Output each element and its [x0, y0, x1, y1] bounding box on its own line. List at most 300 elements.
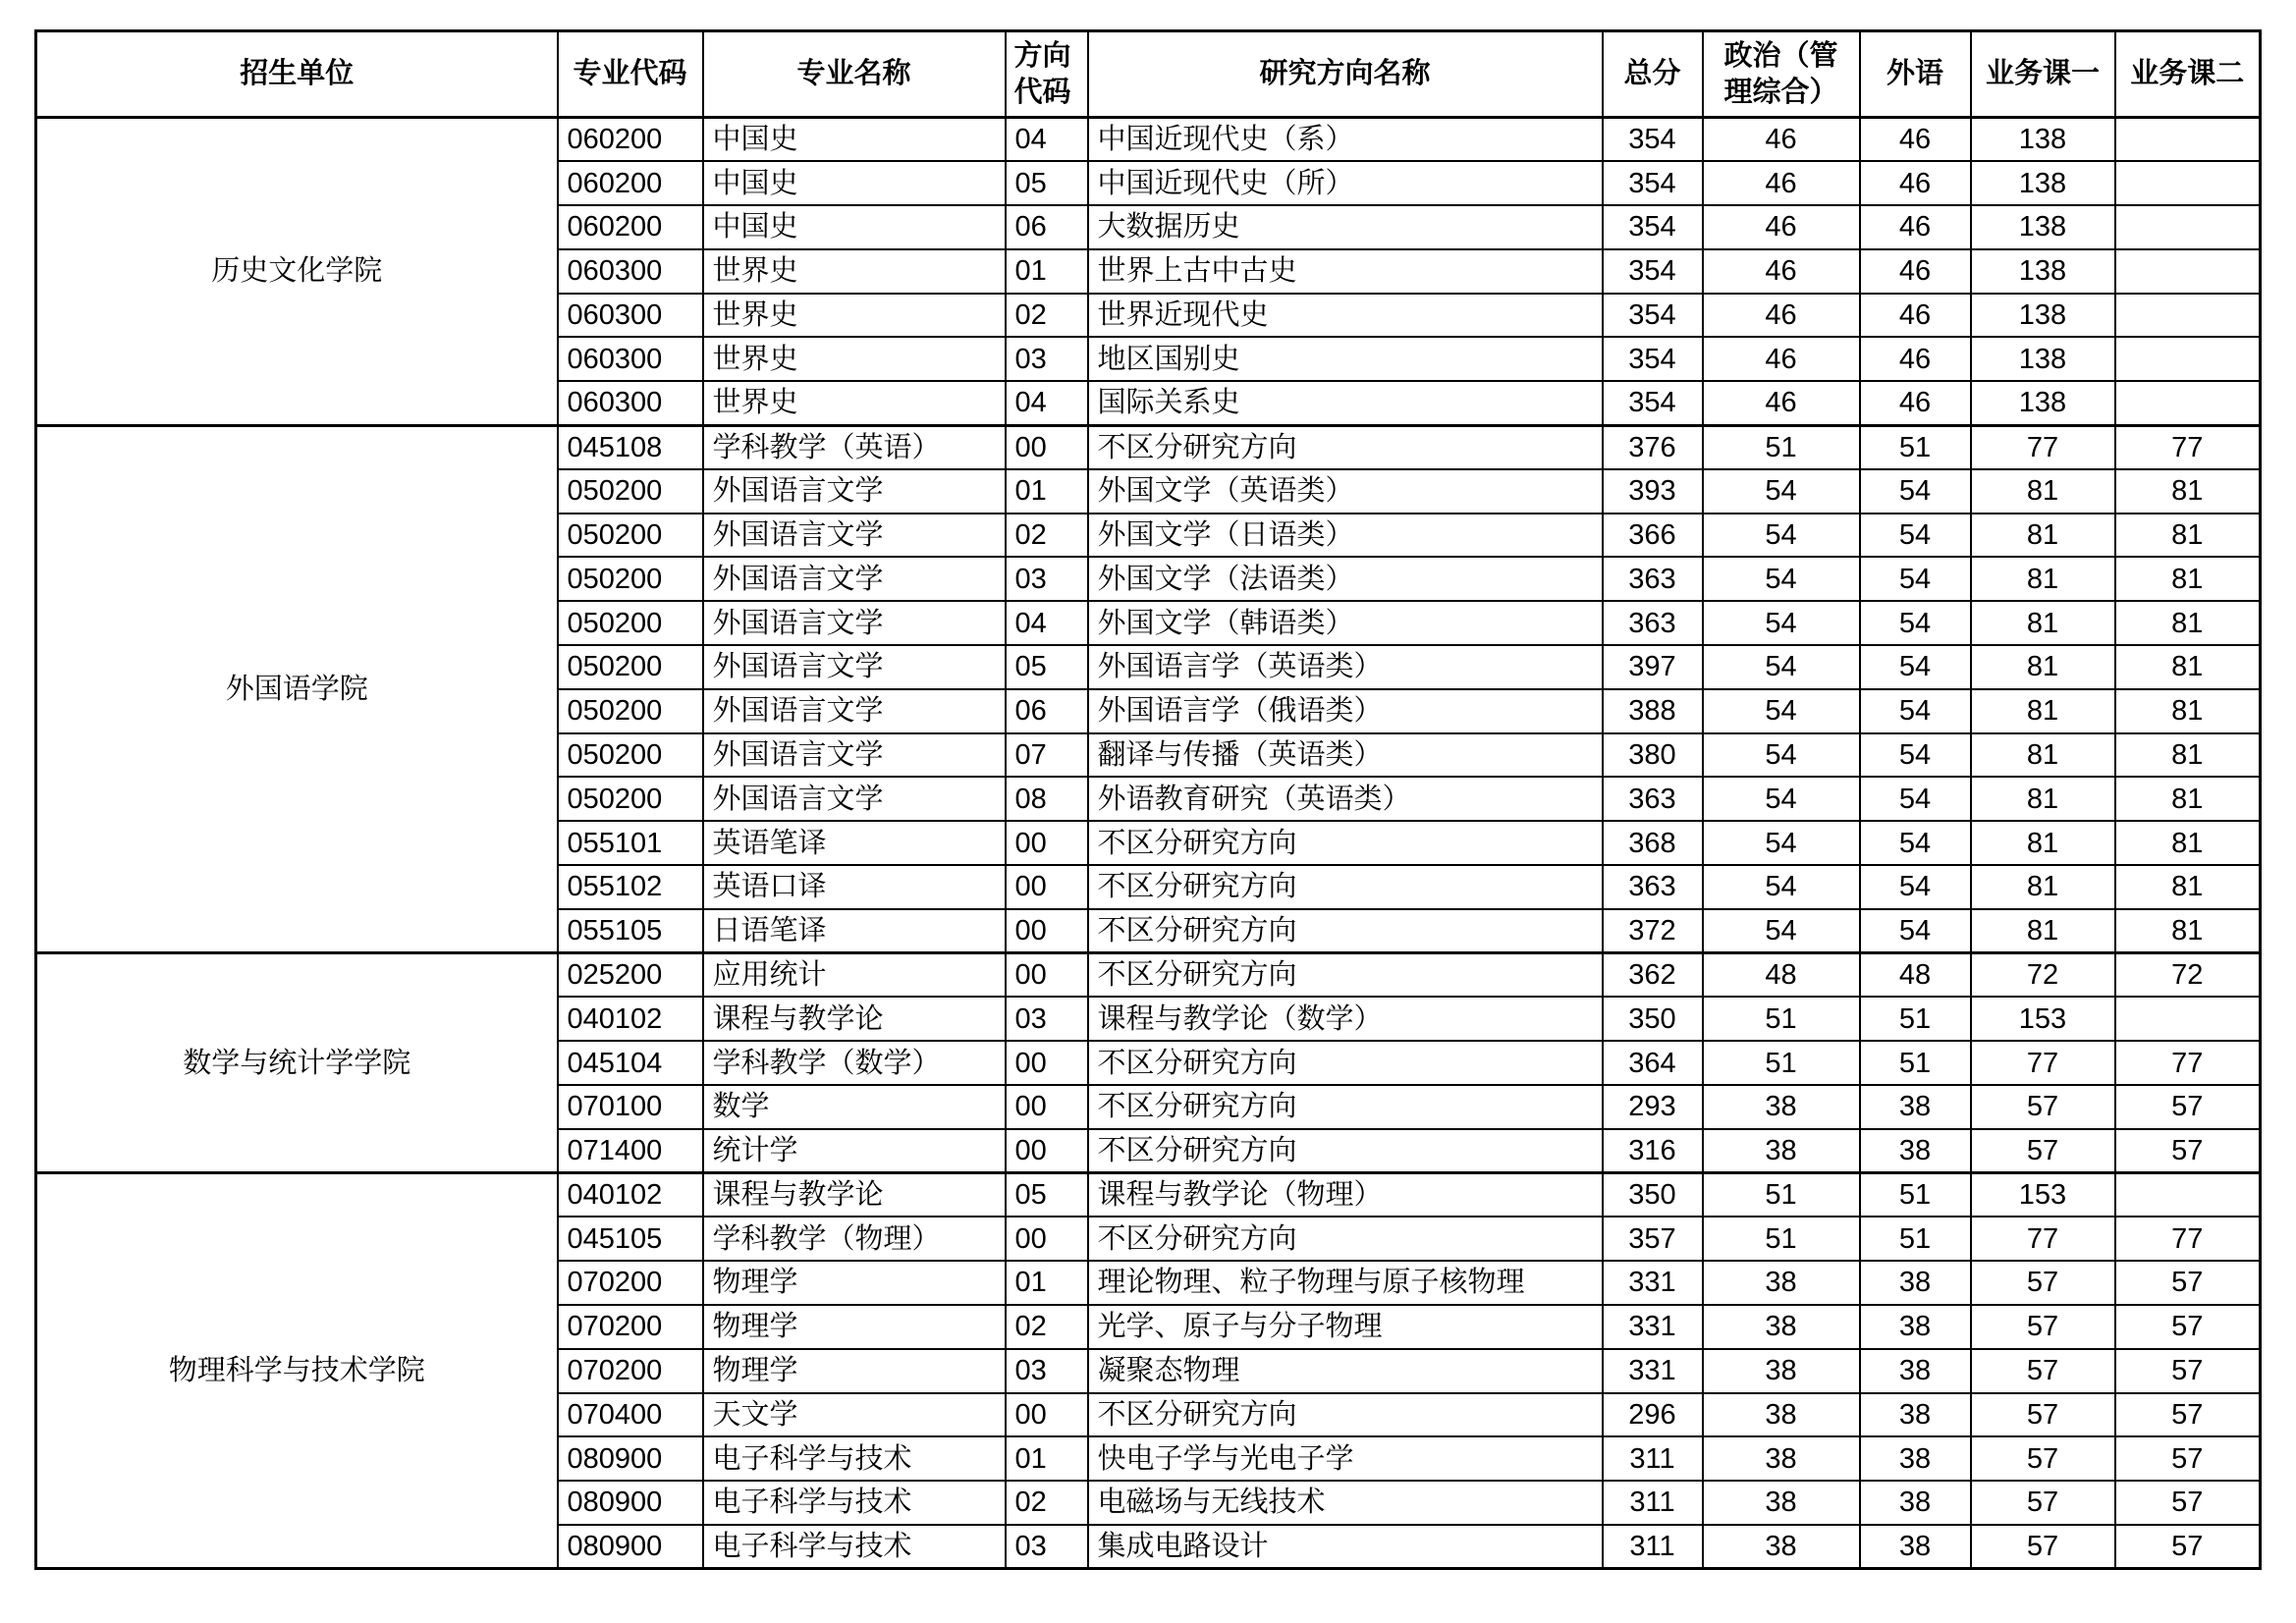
- politics-score-cell: 38: [1703, 1261, 1860, 1305]
- foreign-language-score-cell: 54: [1860, 865, 1971, 909]
- research-direction-cell: 外国文学（英语类）: [1088, 469, 1603, 514]
- total-score-cell: 388: [1603, 689, 1703, 733]
- course-one-score-cell: 57: [1971, 1085, 2115, 1129]
- politics-score-cell: 51: [1703, 1217, 1860, 1261]
- total-score-cell: 331: [1603, 1349, 1703, 1393]
- direction-code-cell: 06: [1006, 205, 1088, 249]
- politics-score-cell: 54: [1703, 909, 1860, 953]
- direction-code-cell: 00: [1006, 1393, 1088, 1437]
- research-direction-cell: 世界上古中古史: [1088, 249, 1603, 294]
- foreign-language-score-cell: 54: [1860, 469, 1971, 514]
- research-direction-cell: 电磁场与无线技术: [1088, 1481, 1603, 1525]
- total-score-cell: 368: [1603, 821, 1703, 865]
- course-one-score-cell: 57: [1971, 1349, 2115, 1393]
- course-two-score-cell: 57: [2115, 1393, 2261, 1437]
- table-row: [36, 118, 2261, 162]
- major-name-cell: 天文学: [703, 1393, 1006, 1437]
- course-one-score-cell: 77: [1971, 1217, 2115, 1261]
- course-one-score-cell: 72: [1971, 953, 2115, 998]
- major-name-cell: 应用统计: [703, 953, 1006, 998]
- table-body: [36, 118, 2261, 1569]
- course-two-score-cell: [2115, 249, 2261, 294]
- total-score-cell: 331: [1603, 1261, 1703, 1305]
- total-score-cell: 350: [1603, 1173, 1703, 1217]
- course-one-score-cell: 57: [1971, 1525, 2115, 1569]
- research-direction-cell: 不区分研究方向: [1088, 1217, 1603, 1261]
- direction-code-cell: 00: [1006, 1085, 1088, 1129]
- direction-code-cell: 03: [1006, 557, 1088, 601]
- direction-code-cell: 01: [1006, 1436, 1088, 1481]
- research-direction-cell: 集成电路设计: [1088, 1525, 1603, 1569]
- foreign-language-score-cell: 46: [1860, 381, 1971, 425]
- foreign-language-score-cell: 54: [1860, 689, 1971, 733]
- course-two-score-cell: 81: [2115, 557, 2261, 601]
- major-name-cell: 中国史: [703, 205, 1006, 249]
- course-two-score-cell: 81: [2115, 689, 2261, 733]
- politics-score-cell: 54: [1703, 777, 1860, 821]
- foreign-language-score-cell: 38: [1860, 1481, 1971, 1525]
- major-name-cell: 电子科学与技术: [703, 1525, 1006, 1569]
- major-name-cell: 世界史: [703, 337, 1006, 381]
- research-direction-cell: 不区分研究方向: [1088, 1129, 1603, 1173]
- course-two-score-cell: 77: [2115, 1217, 2261, 1261]
- major-name-cell: 英语笔译: [703, 821, 1006, 865]
- major-name-cell: 统计学: [703, 1129, 1006, 1173]
- direction-code-cell: 01: [1006, 469, 1088, 514]
- foreign-language-score-cell: 48: [1860, 953, 1971, 998]
- course-one-score-cell: 77: [1971, 1041, 2115, 1085]
- foreign-language-score-cell: 54: [1860, 733, 1971, 778]
- politics-score-cell: 38: [1703, 1305, 1860, 1349]
- politics-score-cell: 46: [1703, 205, 1860, 249]
- major-code-cell: 060200: [558, 118, 703, 162]
- total-score-cell: 366: [1603, 514, 1703, 558]
- total-score-cell: 363: [1603, 777, 1703, 821]
- foreign-language-score-cell: 51: [1860, 1041, 1971, 1085]
- major-code-cell: 060300: [558, 294, 703, 338]
- foreign-language-score-cell: 46: [1860, 294, 1971, 338]
- foreign-language-score-cell: 46: [1860, 161, 1971, 205]
- course-one-score-cell: 81: [1971, 821, 2115, 865]
- course-two-score-cell: [2115, 381, 2261, 425]
- course-two-score-cell: 81: [2115, 865, 2261, 909]
- direction-code-cell: 02: [1006, 294, 1088, 338]
- course-two-score-cell: 81: [2115, 909, 2261, 953]
- major-code-cell: 025200: [558, 953, 703, 998]
- course-two-score-cell: 81: [2115, 645, 2261, 689]
- foreign-language-score-cell: 38: [1860, 1305, 1971, 1349]
- total-score-cell: 296: [1603, 1393, 1703, 1437]
- research-direction-cell: 外国语言学（俄语类）: [1088, 689, 1603, 733]
- course-two-score-cell: 57: [2115, 1436, 2261, 1481]
- major-code-cell: 071400: [558, 1129, 703, 1173]
- course-two-score-cell: 81: [2115, 601, 2261, 645]
- foreign-language-score-cell: 46: [1860, 118, 1971, 162]
- major-name-cell: 物理学: [703, 1349, 1006, 1393]
- course-two-score-cell: 77: [2115, 425, 2261, 469]
- major-name-cell: 数学: [703, 1085, 1006, 1129]
- major-name-cell: 日语笔译: [703, 909, 1006, 953]
- direction-code-cell: 03: [1006, 337, 1088, 381]
- course-one-score-cell: 57: [1971, 1393, 2115, 1437]
- politics-score-cell: 54: [1703, 645, 1860, 689]
- major-name-cell: 外国语言文学: [703, 645, 1006, 689]
- col-header-direction-code: 方向代码: [1006, 31, 1088, 118]
- direction-code-cell: 04: [1006, 118, 1088, 162]
- politics-score-cell: 51: [1703, 1173, 1860, 1217]
- course-two-score-cell: 57: [2115, 1525, 2261, 1569]
- course-two-score-cell: [2115, 161, 2261, 205]
- research-direction-cell: 理论物理、粒子物理与原子核物理: [1088, 1261, 1603, 1305]
- foreign-language-score-cell: 54: [1860, 601, 1971, 645]
- direction-code-cell: 07: [1006, 733, 1088, 778]
- major-code-cell: 060300: [558, 337, 703, 381]
- course-one-score-cell: 57: [1971, 1436, 2115, 1481]
- major-name-cell: 外国语言文学: [703, 514, 1006, 558]
- major-code-cell: 050200: [558, 733, 703, 778]
- table-header: [36, 31, 2261, 118]
- course-one-score-cell: 57: [1971, 1261, 2115, 1305]
- major-code-cell: 080900: [558, 1481, 703, 1525]
- politics-score-cell: 46: [1703, 381, 1860, 425]
- course-two-score-cell: [2115, 294, 2261, 338]
- course-one-score-cell: 138: [1971, 337, 2115, 381]
- course-one-score-cell: 81: [1971, 645, 2115, 689]
- foreign-language-score-cell: 54: [1860, 645, 1971, 689]
- politics-score-cell: 46: [1703, 249, 1860, 294]
- major-code-cell: 070400: [558, 1393, 703, 1437]
- research-direction-cell: 国际关系史: [1088, 381, 1603, 425]
- major-code-cell: 045104: [558, 1041, 703, 1085]
- course-one-score-cell: 153: [1971, 1173, 2115, 1217]
- direction-code-cell: 00: [1006, 865, 1088, 909]
- foreign-language-score-cell: 38: [1860, 1436, 1971, 1481]
- admissions-unit-cell: 外国语学院: [36, 425, 558, 953]
- direction-code-cell: 02: [1006, 1305, 1088, 1349]
- total-score-cell: 331: [1603, 1305, 1703, 1349]
- total-score-cell: 363: [1603, 601, 1703, 645]
- research-direction-cell: 外国文学（日语类）: [1088, 514, 1603, 558]
- course-two-score-cell: [2115, 205, 2261, 249]
- course-one-score-cell: 81: [1971, 733, 2115, 778]
- research-direction-cell: 快电子学与光电子学: [1088, 1436, 1603, 1481]
- direction-code-cell: 04: [1006, 601, 1088, 645]
- major-name-cell: 外国语言文学: [703, 557, 1006, 601]
- major-name-cell: 中国史: [703, 118, 1006, 162]
- major-code-cell: 070200: [558, 1305, 703, 1349]
- major-code-cell: 070100: [558, 1085, 703, 1129]
- major-code-cell: 080900: [558, 1436, 703, 1481]
- total-score-cell: 354: [1603, 161, 1703, 205]
- politics-score-cell: 54: [1703, 469, 1860, 514]
- politics-score-cell: 54: [1703, 733, 1860, 778]
- major-name-cell: 物理学: [703, 1305, 1006, 1349]
- politics-score-cell: 38: [1703, 1349, 1860, 1393]
- total-score-cell: 311: [1603, 1481, 1703, 1525]
- course-one-score-cell: 81: [1971, 909, 2115, 953]
- total-score-cell: 376: [1603, 425, 1703, 469]
- direction-code-cell: 01: [1006, 1261, 1088, 1305]
- research-direction-cell: 光学、原子与分子物理: [1088, 1305, 1603, 1349]
- research-direction-cell: 外国文学（韩语类）: [1088, 601, 1603, 645]
- col-header-politics: 政治（管理综合）: [1703, 31, 1860, 118]
- politics-score-cell: 54: [1703, 865, 1860, 909]
- politics-score-cell: 48: [1703, 953, 1860, 998]
- major-name-cell: 外国语言文学: [703, 689, 1006, 733]
- course-two-score-cell: 57: [2115, 1349, 2261, 1393]
- foreign-language-score-cell: 46: [1860, 337, 1971, 381]
- major-code-cell: 050200: [558, 469, 703, 514]
- foreign-language-score-cell: 46: [1860, 249, 1971, 294]
- politics-score-cell: 38: [1703, 1481, 1860, 1525]
- research-direction-cell: 不区分研究方向: [1088, 1393, 1603, 1437]
- total-score-cell: 357: [1603, 1217, 1703, 1261]
- total-score-cell: 364: [1603, 1041, 1703, 1085]
- total-score-cell: 350: [1603, 997, 1703, 1041]
- research-direction-cell: 中国近现代史（系）: [1088, 118, 1603, 162]
- research-direction-cell: 不区分研究方向: [1088, 865, 1603, 909]
- course-two-score-cell: 81: [2115, 821, 2261, 865]
- course-two-score-cell: 81: [2115, 469, 2261, 514]
- col-header-admissions-unit: 招生单位: [36, 31, 558, 118]
- course-one-score-cell: 81: [1971, 469, 2115, 514]
- major-code-cell: 050200: [558, 601, 703, 645]
- major-code-cell: 060300: [558, 381, 703, 425]
- total-score-cell: 363: [1603, 557, 1703, 601]
- major-name-cell: 电子科学与技术: [703, 1436, 1006, 1481]
- research-direction-cell: 不区分研究方向: [1088, 1041, 1603, 1085]
- foreign-language-score-cell: 51: [1860, 997, 1971, 1041]
- direction-code-cell: 00: [1006, 953, 1088, 998]
- course-one-score-cell: 138: [1971, 381, 2115, 425]
- direction-code-cell: 03: [1006, 1349, 1088, 1393]
- total-score-cell: 311: [1603, 1436, 1703, 1481]
- major-code-cell: 055102: [558, 865, 703, 909]
- politics-score-cell: 38: [1703, 1525, 1860, 1569]
- direction-code-cell: 00: [1006, 1217, 1088, 1261]
- politics-score-cell: 54: [1703, 601, 1860, 645]
- col-header-total-score: 总分: [1603, 31, 1703, 118]
- politics-score-cell: 51: [1703, 1041, 1860, 1085]
- direction-code-cell: 05: [1006, 645, 1088, 689]
- politics-score-cell: 46: [1703, 294, 1860, 338]
- course-one-score-cell: 138: [1971, 294, 2115, 338]
- major-code-cell: 040102: [558, 1173, 703, 1217]
- research-direction-cell: 课程与教学论（物理）: [1088, 1173, 1603, 1217]
- politics-score-cell: 46: [1703, 118, 1860, 162]
- table-row: [36, 1173, 2261, 1217]
- total-score-cell: 354: [1603, 118, 1703, 162]
- major-code-cell: 050200: [558, 777, 703, 821]
- politics-score-cell: 46: [1703, 161, 1860, 205]
- major-code-cell: 060200: [558, 205, 703, 249]
- admissions-unit-cell: 数学与统计学学院: [36, 953, 558, 1173]
- course-one-score-cell: 81: [1971, 777, 2115, 821]
- admissions-unit-cell: 物理科学与技术学院: [36, 1173, 558, 1569]
- research-direction-cell: 大数据历史: [1088, 205, 1603, 249]
- course-one-score-cell: 81: [1971, 601, 2115, 645]
- course-one-score-cell: 153: [1971, 997, 2115, 1041]
- politics-score-cell: 54: [1703, 821, 1860, 865]
- total-score-cell: 293: [1603, 1085, 1703, 1129]
- course-one-score-cell: 81: [1971, 557, 2115, 601]
- major-name-cell: 课程与教学论: [703, 997, 1006, 1041]
- major-code-cell: 070200: [558, 1261, 703, 1305]
- course-one-score-cell: 81: [1971, 689, 2115, 733]
- politics-score-cell: 38: [1703, 1085, 1860, 1129]
- politics-score-cell: 38: [1703, 1436, 1860, 1481]
- foreign-language-score-cell: 54: [1860, 777, 1971, 821]
- total-score-cell: 362: [1603, 953, 1703, 998]
- direction-code-cell: 04: [1006, 381, 1088, 425]
- total-score-cell: 372: [1603, 909, 1703, 953]
- foreign-language-score-cell: 54: [1860, 909, 1971, 953]
- total-score-cell: 380: [1603, 733, 1703, 778]
- major-code-cell: 050200: [558, 557, 703, 601]
- politics-score-cell: 51: [1703, 997, 1860, 1041]
- politics-score-cell: 54: [1703, 557, 1860, 601]
- politics-score-cell: 38: [1703, 1393, 1860, 1437]
- major-name-cell: 中国史: [703, 161, 1006, 205]
- major-name-cell: 课程与教学论: [703, 1173, 1006, 1217]
- foreign-language-score-cell: 54: [1860, 514, 1971, 558]
- course-two-score-cell: [2115, 118, 2261, 162]
- foreign-language-score-cell: 38: [1860, 1393, 1971, 1437]
- politics-score-cell: 54: [1703, 514, 1860, 558]
- major-name-cell: 学科教学（数学）: [703, 1041, 1006, 1085]
- research-direction-cell: 不区分研究方向: [1088, 953, 1603, 998]
- major-name-cell: 学科教学（英语）: [703, 425, 1006, 469]
- total-score-cell: 316: [1603, 1129, 1703, 1173]
- course-two-score-cell: [2115, 337, 2261, 381]
- research-direction-cell: 外语教育研究（英语类）: [1088, 777, 1603, 821]
- major-name-cell: 世界史: [703, 381, 1006, 425]
- total-score-cell: 363: [1603, 865, 1703, 909]
- total-score-cell: 311: [1603, 1525, 1703, 1569]
- research-direction-cell: 不区分研究方向: [1088, 425, 1603, 469]
- major-code-cell: 045108: [558, 425, 703, 469]
- major-name-cell: 外国语言文学: [703, 469, 1006, 514]
- course-two-score-cell: [2115, 1173, 2261, 1217]
- foreign-language-score-cell: 54: [1860, 557, 1971, 601]
- col-header-course-one: 业务课一: [1971, 31, 2115, 118]
- major-name-cell: 世界史: [703, 294, 1006, 338]
- course-one-score-cell: 138: [1971, 161, 2115, 205]
- course-one-score-cell: 138: [1971, 205, 2115, 249]
- direction-code-cell: 00: [1006, 821, 1088, 865]
- direction-code-cell: 03: [1006, 1525, 1088, 1569]
- col-header-course-two: 业务课二: [2115, 31, 2261, 118]
- admission-score-table: [34, 29, 2262, 1570]
- major-name-cell: 电子科学与技术: [703, 1481, 1006, 1525]
- major-code-cell: 070200: [558, 1349, 703, 1393]
- header-row: [36, 31, 2261, 118]
- foreign-language-score-cell: 38: [1860, 1085, 1971, 1129]
- research-direction-cell: 中国近现代史（所）: [1088, 161, 1603, 205]
- foreign-language-score-cell: 38: [1860, 1349, 1971, 1393]
- major-code-cell: 050200: [558, 689, 703, 733]
- course-two-score-cell: 57: [2115, 1129, 2261, 1173]
- direction-code-cell: 00: [1006, 1041, 1088, 1085]
- direction-code-cell: 05: [1006, 161, 1088, 205]
- direction-code-cell: 02: [1006, 514, 1088, 558]
- total-score-cell: 393: [1603, 469, 1703, 514]
- course-two-score-cell: [2115, 997, 2261, 1041]
- course-two-score-cell: 57: [2115, 1261, 2261, 1305]
- direction-code-cell: 00: [1006, 909, 1088, 953]
- direction-code-cell: 05: [1006, 1173, 1088, 1217]
- politics-score-cell: 54: [1703, 689, 1860, 733]
- course-two-score-cell: 77: [2115, 1041, 2261, 1085]
- major-code-cell: 050200: [558, 645, 703, 689]
- direction-code-cell: 08: [1006, 777, 1088, 821]
- foreign-language-score-cell: 51: [1860, 425, 1971, 469]
- foreign-language-score-cell: 46: [1860, 205, 1971, 249]
- total-score-cell: 354: [1603, 249, 1703, 294]
- direction-code-cell: 00: [1006, 1129, 1088, 1173]
- total-score-cell: 354: [1603, 381, 1703, 425]
- major-code-cell: 050200: [558, 514, 703, 558]
- direction-code-cell: 02: [1006, 1481, 1088, 1525]
- politics-score-cell: 46: [1703, 337, 1860, 381]
- major-code-cell: 060300: [558, 249, 703, 294]
- course-one-score-cell: 57: [1971, 1481, 2115, 1525]
- total-score-cell: 397: [1603, 645, 1703, 689]
- course-two-score-cell: 81: [2115, 514, 2261, 558]
- course-one-score-cell: 81: [1971, 514, 2115, 558]
- col-header-research-direction: 研究方向名称: [1088, 31, 1603, 118]
- research-direction-cell: 外国语言学（英语类）: [1088, 645, 1603, 689]
- course-two-score-cell: 57: [2115, 1305, 2261, 1349]
- direction-code-cell: 00: [1006, 425, 1088, 469]
- major-name-cell: 外国语言文学: [703, 601, 1006, 645]
- direction-code-cell: 06: [1006, 689, 1088, 733]
- major-name-cell: 学科教学（物理）: [703, 1217, 1006, 1261]
- course-two-score-cell: 81: [2115, 777, 2261, 821]
- politics-score-cell: 38: [1703, 1129, 1860, 1173]
- major-name-cell: 外国语言文学: [703, 733, 1006, 778]
- total-score-cell: 354: [1603, 337, 1703, 381]
- course-one-score-cell: 138: [1971, 249, 2115, 294]
- major-code-cell: 040102: [558, 997, 703, 1041]
- course-one-score-cell: 77: [1971, 425, 2115, 469]
- foreign-language-score-cell: 38: [1860, 1261, 1971, 1305]
- foreign-language-score-cell: 51: [1860, 1217, 1971, 1261]
- research-direction-cell: 外国文学（法语类）: [1088, 557, 1603, 601]
- table-row: [36, 953, 2261, 998]
- major-code-cell: 080900: [558, 1525, 703, 1569]
- major-name-cell: 英语口译: [703, 865, 1006, 909]
- col-header-foreign-language: 外语: [1860, 31, 1971, 118]
- research-direction-cell: 地区国别史: [1088, 337, 1603, 381]
- major-name-cell: 世界史: [703, 249, 1006, 294]
- foreign-language-score-cell: 54: [1860, 821, 1971, 865]
- major-code-cell: 060200: [558, 161, 703, 205]
- course-one-score-cell: 57: [1971, 1305, 2115, 1349]
- research-direction-cell: 不区分研究方向: [1088, 1085, 1603, 1129]
- research-direction-cell: 翻译与传播（英语类）: [1088, 733, 1603, 778]
- col-header-major-code: 专业代码: [558, 31, 703, 118]
- research-direction-cell: 不区分研究方向: [1088, 821, 1603, 865]
- admissions-unit-cell: 历史文化学院: [36, 118, 558, 426]
- research-direction-cell: 课程与教学论（数学）: [1088, 997, 1603, 1041]
- course-one-score-cell: 138: [1971, 118, 2115, 162]
- course-two-score-cell: 72: [2115, 953, 2261, 998]
- foreign-language-score-cell: 38: [1860, 1525, 1971, 1569]
- major-name-cell: 外国语言文学: [703, 777, 1006, 821]
- major-code-cell: 055105: [558, 909, 703, 953]
- course-one-score-cell: 81: [1971, 865, 2115, 909]
